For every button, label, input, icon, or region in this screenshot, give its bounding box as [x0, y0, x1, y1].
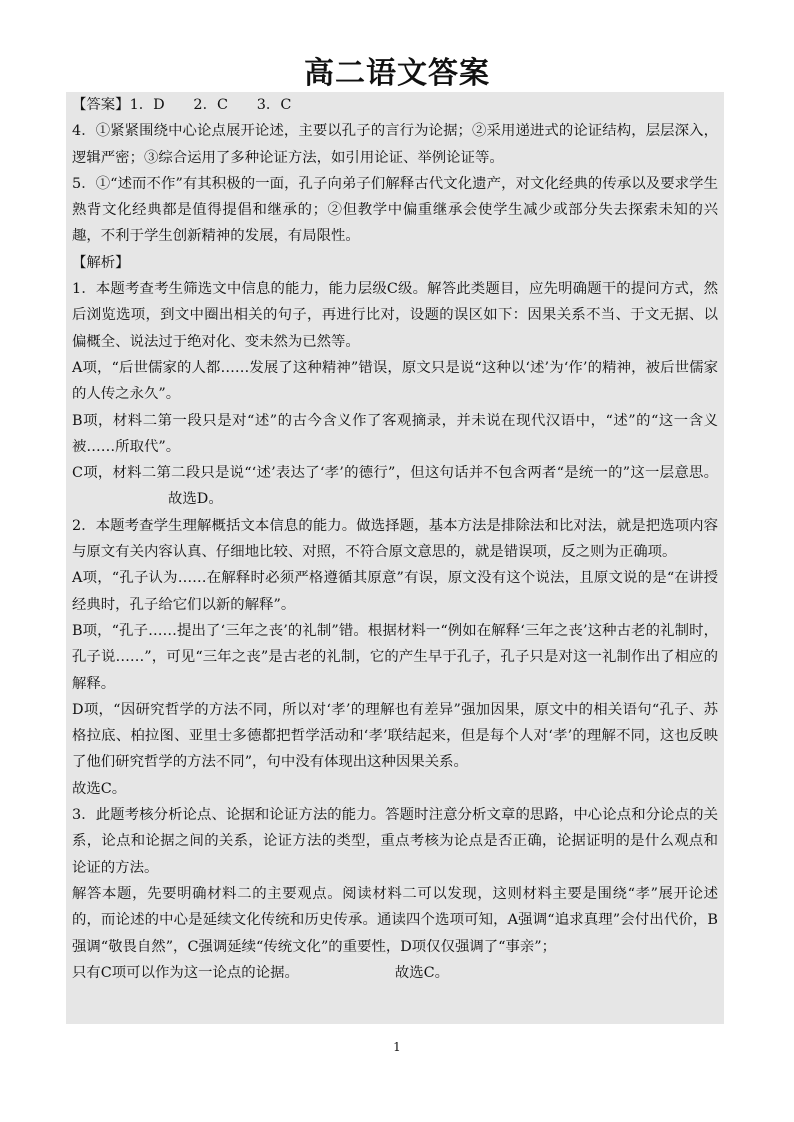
analysis-q3-last-line	[72, 960, 718, 986]
answer-content	[66, 92, 724, 1024]
analysis-heading: 【解析】	[72, 254, 130, 271]
answer-key-line: 【答案】1．D 2．C 3．C	[72, 97, 292, 113]
analysis-q1-option-b: B项，材料二第一段只是对“述”的古今含义作了客观摘录，并未说在现代汉语中，“述”的“这一含义被……所取代”。	[72, 412, 718, 455]
answer-5: 5．①“述而不作”有其积极的一面，孔子向弟子们解释古代文化遗产，对文化经典的传承以及要求学生熟背文化经典都是值得提倡和继承的；②但教学中偏重继承会使学生减少或部分失去探索未知的兴趣，不利于学生创新精神的发展，有局限性。	[72, 175, 718, 245]
analysis-q1-option-c	[72, 460, 718, 513]
analysis-q3-solution: 解答本题，先要明确材料二的主要观点。阅读材料二可以发现，这则材料主要是围绕“孝”展开论述的，而论述的中心是延续文化传统和历史传承。通读四个选项可知，A强调“追求真理”会付出代价，B强调“敬畏自然”，C强调延续“传统文化”的重要性，D项仅仅强调了“事亲”；	[72, 885, 718, 955]
q2-conclusion: 故选C。	[72, 780, 127, 797]
answer-4: 4．①紧紧围绕中心论点展开论述，主要以孔子的言行为论据；②采用递进式的论证结构，层层深入，逻辑严密；③综合运用了多种论证方法，如引用论证、举例论证等。	[72, 123, 718, 166]
q3-last-text: 只有C项可以作为这一论点的论据。	[72, 964, 299, 981]
analysis-q1-option-a: A项，“后世儒家的人都……发展了这种精神”错误，原文只是说“这种以‘述’为‘作’的精神，被后世儒家的人传之永久”。	[72, 359, 718, 403]
q1-conclusion: 故选D。	[168, 491, 223, 508]
analysis-q1: 1．本题考查考生筛选文中信息的能力，能力层级C级。解答此类题目，应先明确题干的提问方式，然后浏览选项，到文中圈出相关的句子，再进行比对，设题的误区如下：因果关系不当、于文无据、以偏概全、说法过于绝对化、变未然为已然等。	[72, 281, 718, 350]
page-number: 1	[393, 1040, 401, 1054]
option-c-text: C项，材料二第二段只是说“‘述’表达了‘孝’的德行”，但这句话并不包含两者“是统一的”这一层意思。	[72, 465, 718, 482]
analysis-q2-option-b: B项，“孔子……提出了‘三年之丧’的礼制”错。根据材料一“例如在解释‘三年之丧’这种古老的礼制时，孔子说……”，可见“三年之丧”是古老的礼制，它的产生早于孔子，孔子只是对这一礼制作出了相应的解释。	[72, 622, 718, 692]
q3-conclusion: 故选C。	[394, 964, 450, 981]
document-title: 高二语文答案	[304, 56, 490, 91]
analysis-q2-option-d: D项，“因研究哲学的方法不同，所以对‘孝’的理解也有差异”强加因果，原文中的相关语句“孔子、苏格拉底、柏拉图、亚里士多德都把哲学活动和‘孝’联结起来，但是每个人对‘孝’的理解不同，这也反映了他们研究哲学的方法不同”，句中没有体现出这种因果关系。	[72, 701, 718, 771]
analysis-q3: 3．此题考核分析论点、论据和论证方法的能力。答题时注意分析文章的思路，中心论点和分论点的关系，论点和论据之间的关系，论证方法的类型，重点考核为论点是否正确，论据证明的是什么观点和论证的方法。	[72, 807, 718, 876]
analysis-q2: 2．本题考查学生理解概括文本信息的能力。做选择题，基本方法是排除法和比对法，就是把选项内容与原文有关内容认真、仔细地比较、对照，不符合原文意思的，就是错误项，反之则为正确项。	[72, 517, 718, 561]
analysis-q2-option-a: A项，“孔子认为……在解释时必须严格遵循其原意”有误，原文没有这个说法，且原文说的是“在讲授经典时，孔子给它们以新的解释”。	[72, 570, 718, 613]
